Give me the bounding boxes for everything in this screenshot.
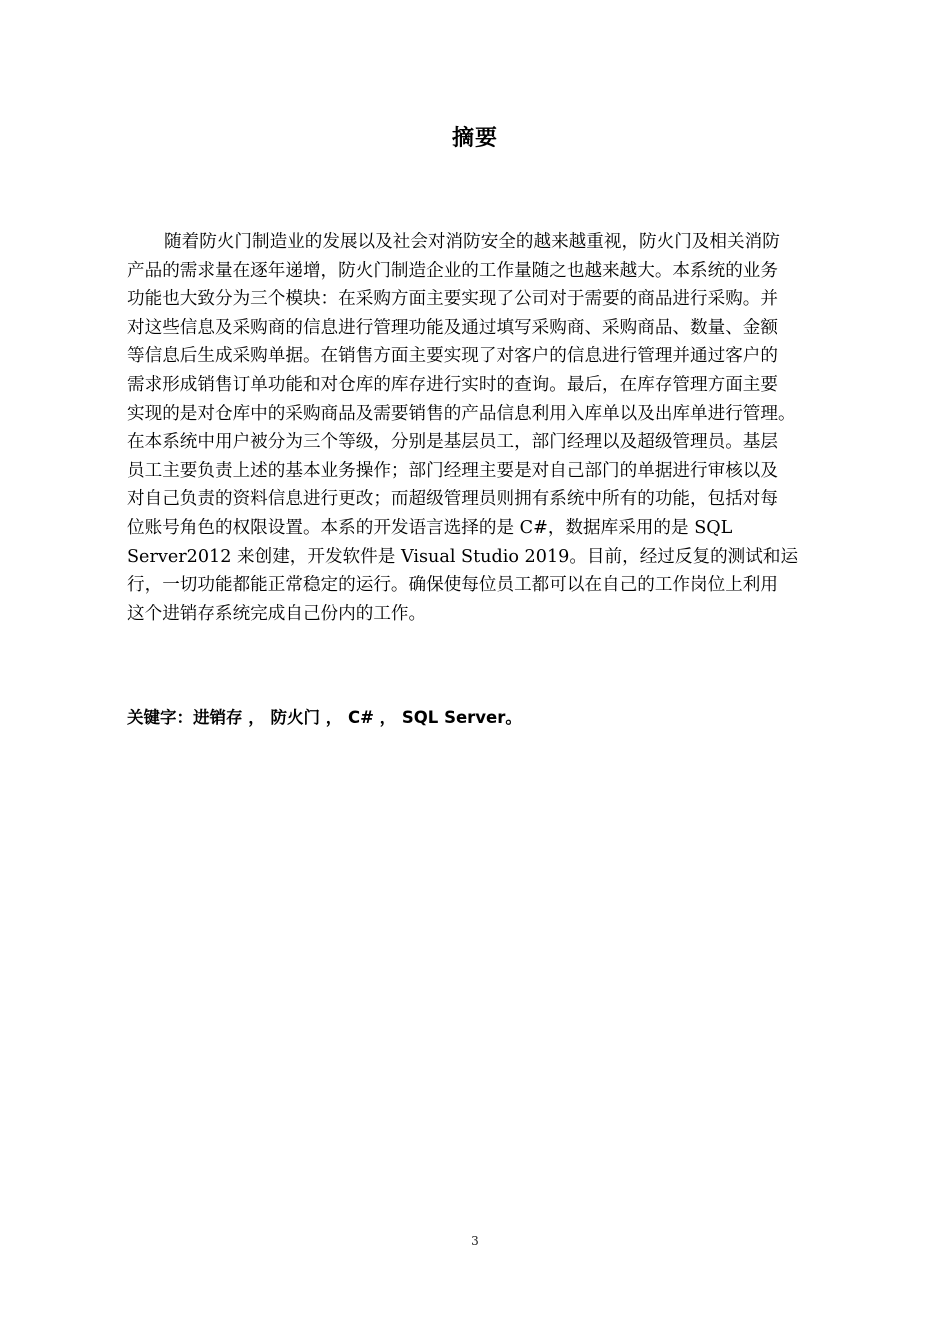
abstract-line: 位账号角色的权限设置。本系的开发语言选择的是 C#，数据库采用的是 SQL bbox=[127, 517, 733, 538]
abstract-line: 员工主要负责上述的基本业务操作；部门经理主要是对自己部门的单据进行审核以及 bbox=[127, 460, 778, 481]
abstract-line: 对自己负责的资料信息进行更改；而超级管理员则拥有系统中所有的功能，包括对每 bbox=[127, 489, 778, 510]
abstract-line: Server2012 来创建，开发软件是 Visual Studio 2019。目前，经过反复的测试和运 bbox=[127, 546, 799, 567]
abstract-line: 功能也大致分为三个模块：在采购方面主要实现了公司对于需要的商品进行采购。并 bbox=[127, 289, 778, 310]
abstract-title: 摘要 bbox=[451, 126, 498, 151]
abstract-line: 这个进销存系统完成自己份内的工作。 bbox=[127, 603, 427, 624]
abstract-line: 随着防火门制造业的发展以及社会对消防安全的越来越重视，防火门及相关消防 bbox=[164, 232, 780, 252]
keywords-line: 关键字：进销存 ， 防火门 ， C# ， SQL Server。 bbox=[127, 708, 522, 727]
abstract-line: 实现的是对仓库中的采购商品及需要销售的产品信息利用入库单以及出库单进行管理。 bbox=[127, 403, 796, 424]
abstract-line: 对这些信息及采购商的信息进行管理功能及通过填写采购商、采购商品、数量、金额 bbox=[127, 317, 778, 338]
page-number: 3 bbox=[471, 1234, 479, 1248]
abstract-line: 等信息后生成采购单据。在销售方面主要实现了对客户的信息进行管理并通过客户的 bbox=[127, 346, 778, 367]
abstract-line: 产品的需求量在逐年递增，防火门制造企业的工作量随之也越来越大。本系统的业务 bbox=[127, 260, 778, 281]
abstract-line: 在本系统中用户被分为三个等级，分别是基层员工，部门经理以及超级管理员。基层 bbox=[127, 432, 778, 453]
abstract-body bbox=[127, 228, 847, 628]
abstract-line: 需求形成销售订单功能和对仓库的库存进行实时的查询。最后，在库存管理方面主要 bbox=[127, 374, 778, 395]
abstract-line: 行，一切功能都能正常稳定的运行。确保使每位员工都可以在自己的工作岗位上利用 bbox=[127, 575, 778, 596]
